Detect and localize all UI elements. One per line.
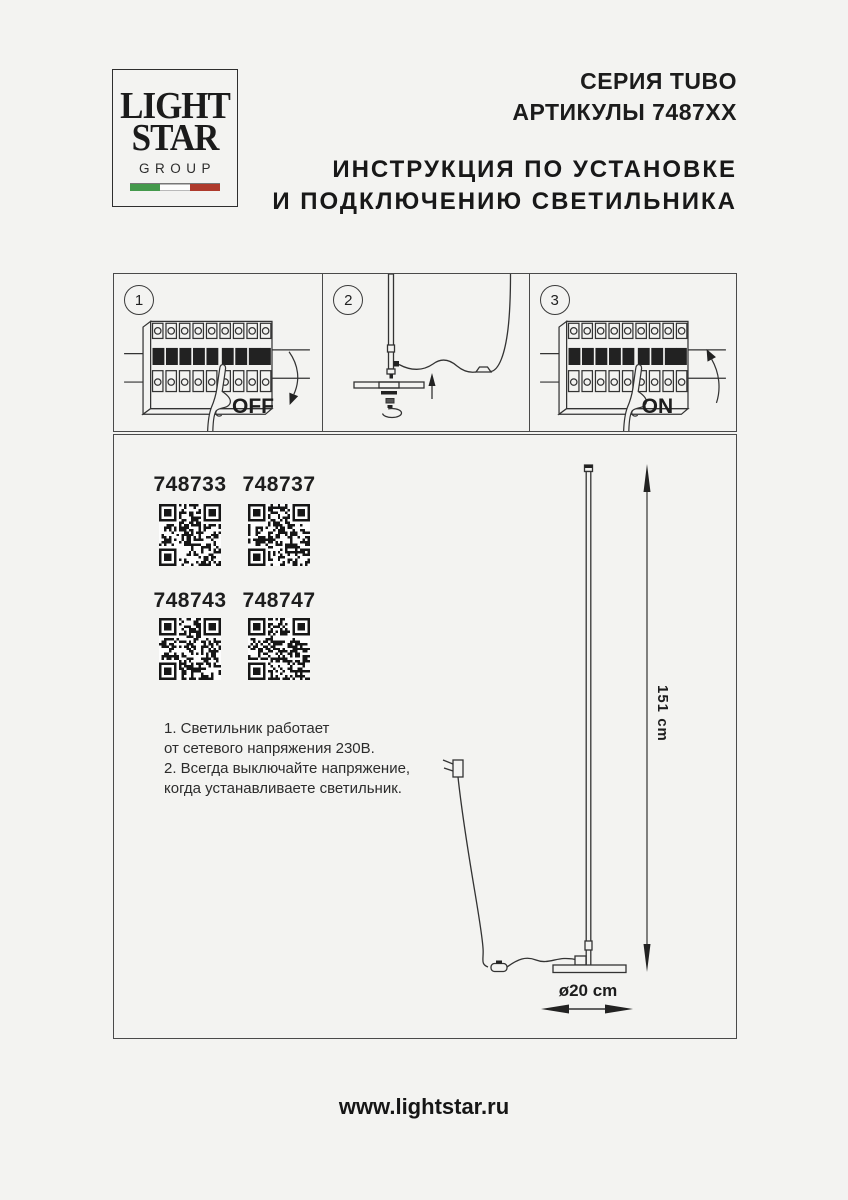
floor-lamp-illustration [436, 451, 686, 1021]
lightstar-logo [112, 69, 238, 207]
flag-white-segment [160, 184, 190, 191]
step-number-badge: 3 [540, 285, 570, 315]
articles-title: АРТИКУЛЫ 7487ХХ [512, 99, 737, 125]
header [272, 66, 737, 216]
note-line: когда устанавливаете светильник. [164, 780, 402, 797]
note-line: от сетевого напряжения 230В. [164, 740, 375, 757]
qr-code [159, 504, 221, 566]
height-dimension-label: 151 cm [654, 685, 671, 742]
qr-code [248, 618, 310, 680]
step-panel-2-assemble-base [322, 274, 528, 431]
website-url: www.lightstar.ru [338, 1094, 510, 1119]
off-label: OFF [232, 395, 274, 418]
article-code: 748733 [153, 473, 227, 496]
safety-notes [164, 719, 410, 799]
flag-green-segment [130, 184, 160, 191]
step-panel-3-power-on [529, 274, 736, 431]
qr-code [248, 504, 310, 566]
step-panel-1-power-off [114, 274, 322, 431]
article-code: 748747 [242, 589, 316, 612]
on-label: ON [641, 395, 674, 418]
logo-word-star: STAR [131, 116, 219, 159]
note-line: 2. Всегда выключайте напряжение, [164, 760, 411, 777]
page-title-line2: И ПОДКЛЮЧЕНИЮ СВЕТИЛЬНИКА [272, 188, 737, 215]
series-title: СЕРИЯ TUBO [580, 68, 737, 94]
diameter-dimension-label: ø20 cm [558, 981, 618, 1000]
italian-flag-bar [130, 183, 220, 191]
steps-row [113, 273, 737, 432]
logo-word-group: GROUP [138, 161, 216, 176]
note-line: 1. Светильник работает [164, 720, 330, 737]
logo-word-light: LIGHT [120, 84, 230, 127]
step-number-badge: 2 [333, 285, 363, 315]
page-title-line1: ИНСТРУКЦИЯ ПО УСТАНОВКЕ [332, 156, 737, 183]
article-code: 748737 [242, 473, 316, 496]
article-code: 748743 [153, 589, 227, 612]
step-number-badge: 1 [124, 285, 154, 315]
qr-code [159, 618, 221, 680]
flag-red-segment [190, 184, 220, 191]
base-assembly-illustration [323, 274, 528, 430]
product-overview-box [113, 434, 737, 1039]
